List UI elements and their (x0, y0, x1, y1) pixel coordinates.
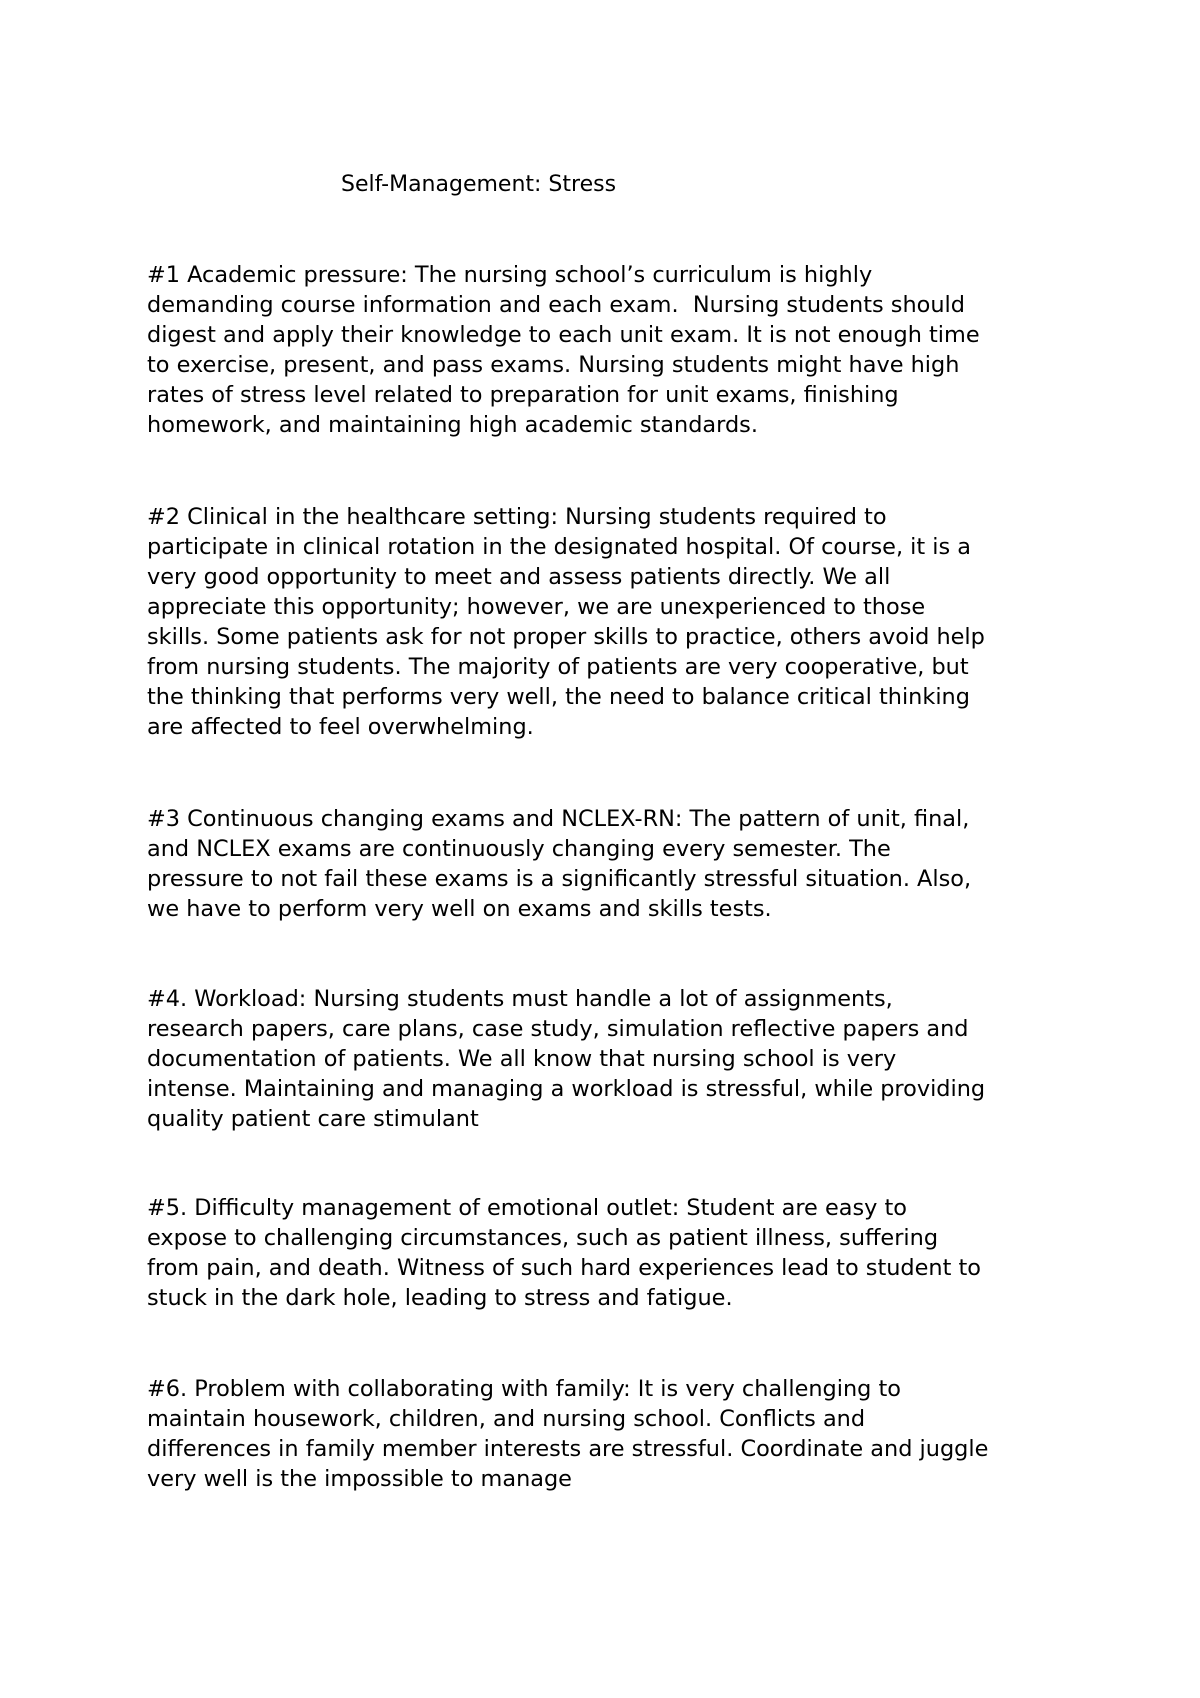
text-line: quality patient care stimulant (147, 1106, 479, 1132)
stress-item-4 (147, 984, 1077, 1134)
stress-item-6 (147, 1374, 1077, 1494)
text-line: the thinking that performs very well, the need to balance critical thinking (147, 684, 970, 710)
text-line: digest and apply their knowledge to each unit exam. It is not enough time (147, 322, 980, 348)
stress-item-1 (147, 260, 1077, 440)
text-line: very good opportunity to meet and assess patients directly. We all (147, 564, 891, 590)
text-line: very well is the impossible to manage (147, 1466, 572, 1492)
text-line: homework, and maintaining high academic standards. (147, 412, 758, 438)
stress-item-3 (147, 804, 1077, 924)
text-line: #2 Clinical in the healthcare setting: Nursing students required to (147, 504, 887, 530)
text-line: to exercise, present, and pass exams. Nursing students might have high (147, 352, 960, 378)
text-line: rates of stress level related to preparation for unit exams, finishing (147, 382, 899, 408)
text-line: maintain housework, children, and nursing school. Conflicts and (147, 1406, 866, 1432)
text-line: intense. Maintaining and managing a workload is stressful, while providing (147, 1076, 986, 1102)
text-line: participate in clinical rotation in the designated hospital. Of course, it is a (147, 534, 972, 560)
text-line: we have to perform very well on exams and skills tests. (147, 896, 772, 922)
text-line: expose to challenging circumstances, such as patient illness, suffering (147, 1225, 939, 1251)
text-line: #4. Workload: Nursing students must handle a lot of assignments, (147, 986, 893, 1012)
text-line: and NCLEX exams are continuously changing every semester. The (147, 836, 891, 862)
text-line: #1 Academic pressure: The nursing school’s curriculum is highly (147, 262, 873, 288)
text-line: demanding course information and each exam. Nursing students should (147, 292, 965, 318)
text-line: from pain, and death. Witness of such hard experiences lead to student to (147, 1255, 981, 1281)
text-line: pressure to not fail these exams is a significantly stressful situation. Also, (147, 866, 972, 892)
text-line: #5. Difficulty management of emotional outlet: Student are easy to (147, 1195, 907, 1221)
text-line: differences in family member interests are stressful. Coordinate and juggle (147, 1436, 989, 1462)
text-line: are affected to feel overwhelming. (147, 714, 534, 740)
text-line: from nursing students. The majority of patients are very cooperative, but (147, 654, 969, 680)
stress-item-5 (147, 1193, 1077, 1313)
text-line: documentation of patients. We all know that nursing school is very (147, 1046, 897, 1072)
text-line: #3 Continuous changing exams and NCLEX-RN: The pattern of unit, final, (147, 806, 970, 832)
text-line: research papers, care plans, case study, simulation reflective papers and (147, 1016, 969, 1042)
text-line: skills. Some patients ask for not proper skills to practice, others avoid help (147, 624, 985, 650)
document-title: Self-Management: Stress (341, 172, 617, 197)
text-line: stuck in the dark hole, leading to stress and fatigue. (147, 1285, 733, 1311)
text-line: #6. Problem with collaborating with family: It is very challenging to (147, 1376, 901, 1402)
text-line: appreciate this opportunity; however, we are unexperienced to those (147, 594, 926, 620)
stress-item-2 (147, 502, 1077, 742)
